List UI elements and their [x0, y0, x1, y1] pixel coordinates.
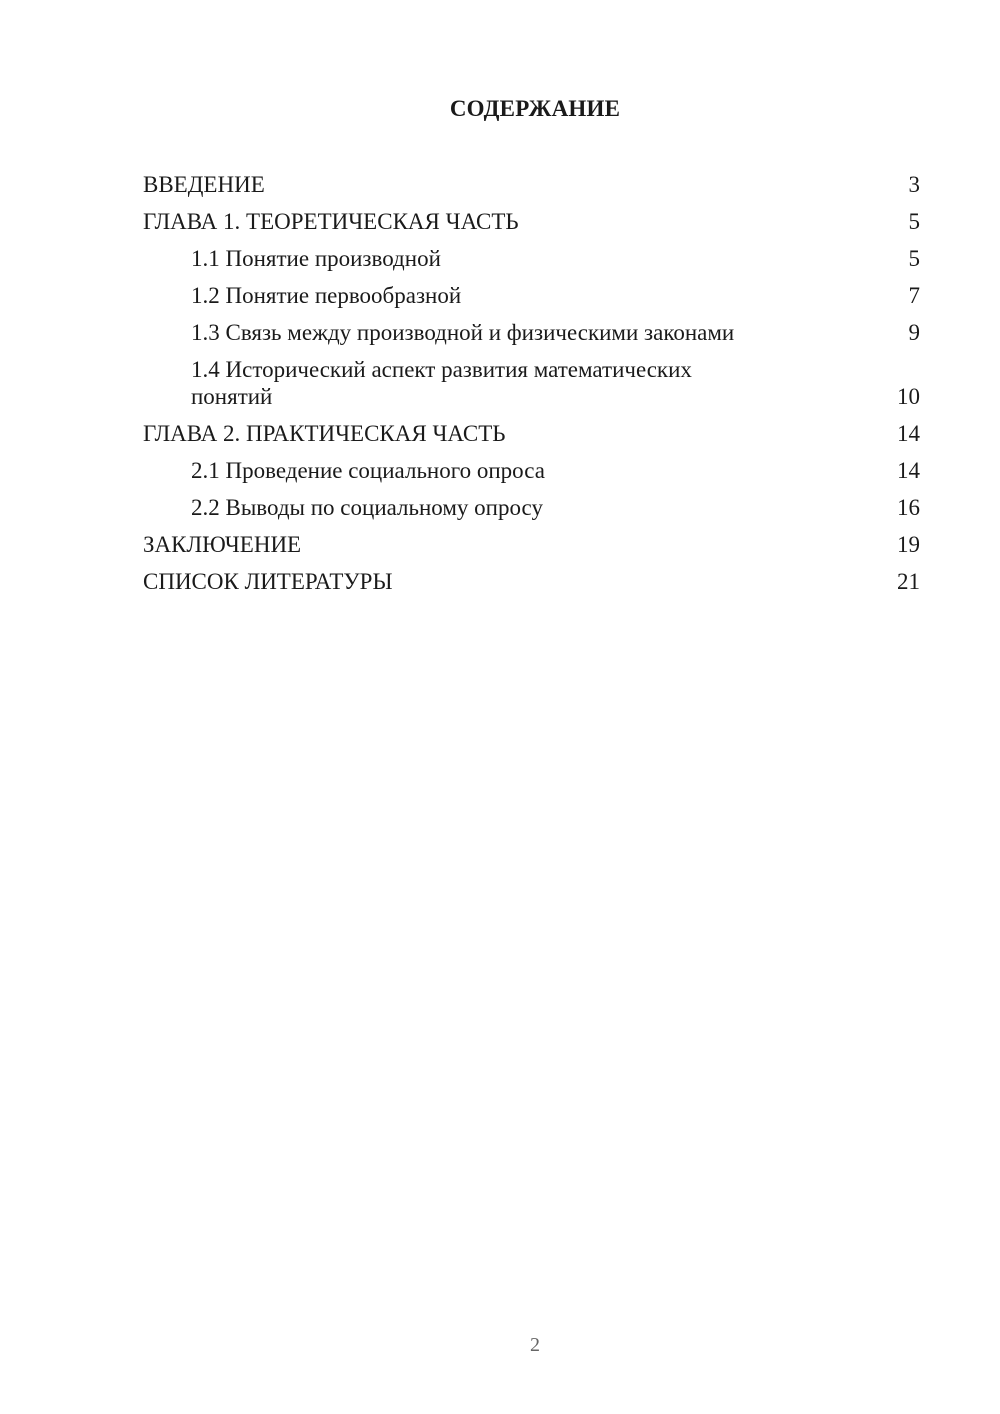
toc-entry-section-1-4[interactable]: [143, 351, 920, 415]
toc-entry-references[interactable]: [143, 563, 920, 600]
toc-entry-label: 1.1 Понятие производной: [191, 246, 441, 271]
toc-entry-label: 2.1 Проведение социального опроса: [191, 458, 545, 483]
table-of-contents: [143, 166, 920, 600]
toc-entry-page: 5: [908, 246, 920, 271]
toc-entry-label: СПИСОК ЛИТЕРАТУРЫ: [143, 569, 393, 594]
toc-entry-label: ЗАКЛЮЧЕНИЕ: [143, 532, 302, 557]
toc-entry-section-2-2[interactable]: [143, 489, 920, 526]
toc-entry-label: 2.2 Выводы по социальному опросу: [191, 495, 543, 520]
toc-entry-page: 14: [897, 458, 920, 483]
toc-entry-section-2-1[interactable]: [143, 452, 920, 489]
toc-entry-introduction[interactable]: [143, 166, 920, 203]
toc-entry-page: 14: [897, 421, 920, 446]
toc-entry-chapter-1[interactable]: [143, 203, 920, 240]
toc-entry-label: ГЛАВА 1. ТЕОРЕТИЧЕСКАЯ ЧАСТЬ: [143, 209, 519, 234]
page-number: 2: [530, 1334, 540, 1356]
toc-entry-label: ВВЕДЕНИЕ: [143, 172, 265, 197]
toc-entry-page: 21: [897, 569, 920, 594]
toc-entry-label: 1.2 Понятие первообразной: [191, 283, 462, 308]
toc-title: СОДЕРЖАНИЕ: [449, 96, 621, 121]
toc-entry-section-1-3[interactable]: [143, 314, 920, 351]
toc-entry-section-1-1[interactable]: [143, 240, 920, 277]
toc-entry-page: 7: [908, 283, 920, 308]
toc-entry-page: 19: [897, 532, 920, 557]
toc-entry-label: ГЛАВА 2. ПРАКТИЧЕСКАЯ ЧАСТЬ: [143, 421, 506, 446]
toc-entry-label: 1.3 Связь между производной и физическими законами: [191, 320, 735, 345]
toc-entry-section-1-2[interactable]: [143, 277, 920, 314]
toc-entry-page: 10: [897, 384, 920, 409]
toc-entry-conclusion[interactable]: [143, 526, 920, 563]
toc-entry-page: 3: [908, 172, 920, 197]
toc-entry-page: 9: [908, 320, 920, 345]
toc-entry-page: 5: [908, 209, 920, 234]
toc-entry-page: 16: [897, 495, 920, 520]
toc-entry-chapter-2[interactable]: [143, 415, 920, 452]
toc-entry-label: 1.4 Исторический аспект развития математических понятий: [191, 357, 692, 409]
